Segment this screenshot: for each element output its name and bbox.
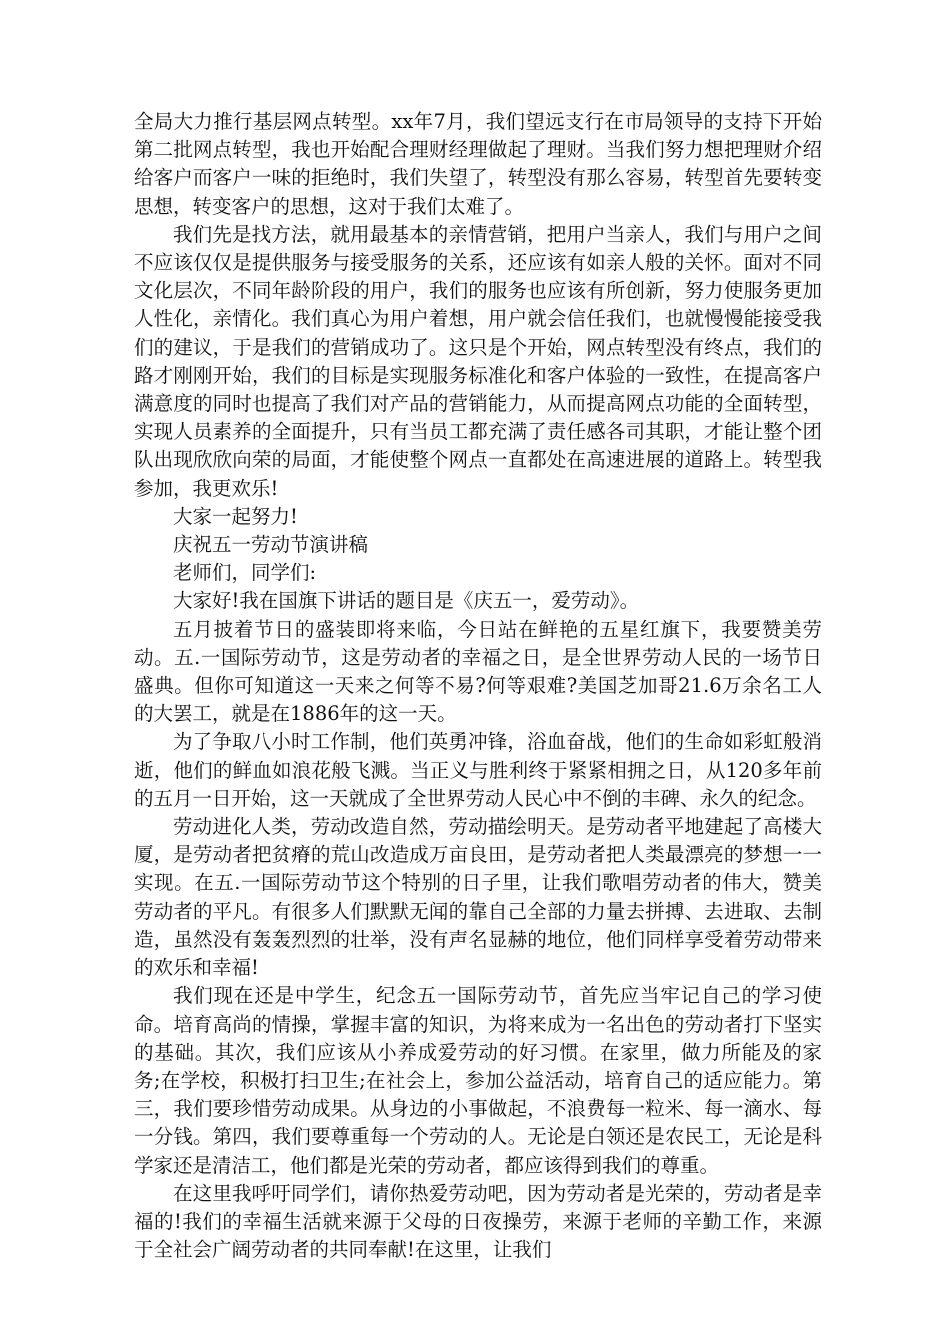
paragraph-9: 劳动进化人类，劳动改造自然，劳动描绘明天。是劳动者平地建起了高楼大厦，是劳动者把贫瘠的荒山改造成万亩良田，是劳动者把人类最漂亮的梦想一一实现。在五.一国际劳动节这个特别的日子里，让我们歌唱劳动者的伟大，赞美劳动者的平凡。有很多人们默默无闻的靠自己全部的力量去拼搏、去进取、去制造，虽然没有轰轰烈烈的壮举，没有声名显赫的地位，他们同样享受着劳动带来的欢乐和幸福! (134, 815, 822, 980)
salutation: 老师们，同学们: (173, 561, 317, 585)
paragraph-1: 全局大力推行基层网点转型。xx年7月，我们望远支行在市局领导的支持下开始第二批网点转型，我也开始配合理财经理做起了理财。当我们努力想把理财介绍给客户而客户一味的拒绝时，我们失望了，转型没有那么容易，转型首先要转变思想，转变客户的思想，这对于我们太难了。 (134, 110, 822, 218)
document-body (134, 108, 822, 1264)
paragraph-8: 为了争取八小时工作制，他们英勇冲锋，浴血奋战，他们的生命如彩虹般消逝，他们的鲜血如浪花般飞溅。当正义与胜利终于紧紧相拥之日，从120多年前的五月一日开始，这一天就成了全世界劳动人民心中不倒的丰碑、永久的纪念。 (134, 730, 822, 810)
paragraph-11: 在这里我呼吁同学们，请你热爱劳动吧，因为劳动者是光荣的，劳动者是幸福的!我们的幸福生活就来源于父母的日夜操劳，来源于老师的辛勤工作，来源于全社会广阔劳动者的共同奉献!在这里，让我们 (134, 1181, 822, 1262)
paragraph-2: 我们先是找方法，就用最基本的亲情营销，把用户当亲人，我们与用户之间不应该仅仅是提供服务与接受服务的关系，还应该有如亲人般的关怀。面对不同文化层次，不同年龄阶段的用户，我们的服务也应该有所创新，努力使服务更加人性化，亲情化。我们真心为用户着想，用户就会信任我们，也就慢慢能接受我们的建议，于是我们的营销成功了。这只是个开始，网点转型没有终点，我们的路才刚刚开始，我们的目标是实现服务标准化和客户体验的一致性，在提高客户满意度的同时也提高了我们对产品的营销能力，从而提高网点功能的全面转型，实现人员素养的全面提升，只有当员工都充满了责任感各司其职，才能让整个团队出现欣欣向荣的局面，才能使整个网点一直都处在高速进展的道路上。转型我参加，我更欢乐! (134, 222, 822, 500)
speech-title: 庆祝五一劳动节演讲稿 (173, 533, 369, 557)
paragraph-7: 五月披着节日的盛装即将来临，今日站在鲜艳的五星红旗下，我要赞美劳动。五.一国际劳动节，这是劳动者的幸福之日，是全世界劳动人民的一场节日盛典。但你可知道这一天来之何等不易?何等艰难?美国芝加哥21.6万余名工人的大罢工，就是在1886年的这一天。 (134, 617, 822, 726)
paragraph-3: 大家一起努力! (173, 504, 298, 528)
paragraph-10: 我们现在还是中学生，纪念五一国际劳动节，首先应当牢记自己的学习使命。培育高尚的情操，掌握丰富的知识，为将来成为一名出色的劳动者打下坚实的基础。其次，我们应该从小养成爱劳动的好习惯。在家里，做力所能及的家务;在学校，积极打扫卫生;在社会上，参加公益活动，培育自己的适应能力。第三，我们要珍惜劳动成果。从身边的小事做起，不浪费每一粒米、每一滴水、每一分钱。第四，我们要尊重每一个劳动的人。无论是白领还是农民工，无论是科学家还是清洁工，他们都是光荣的劳动者，都应该得到我们的尊重。 (134, 984, 822, 1177)
paragraph-6: 大家好!我在国旗下讲话的题目是《庆五一，爱劳动》。 (173, 589, 640, 613)
